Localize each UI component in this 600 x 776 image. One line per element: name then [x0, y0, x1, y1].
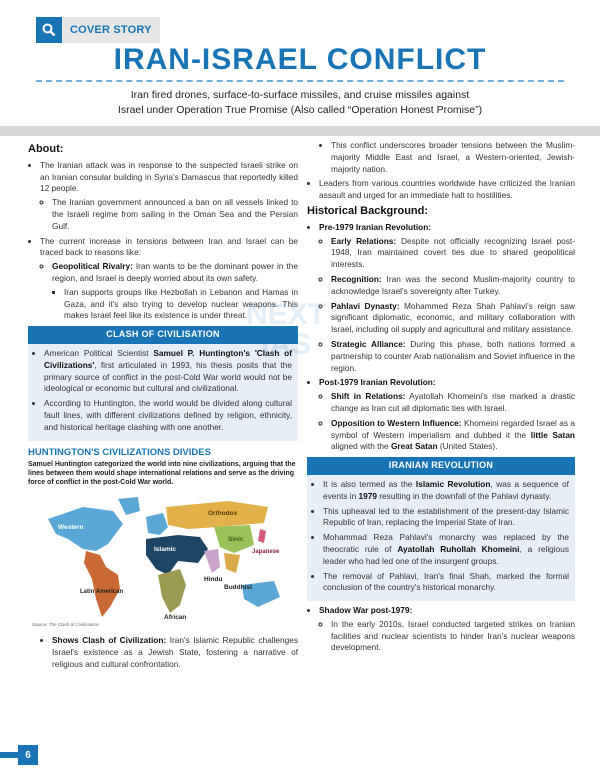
- search-icon: [36, 17, 62, 43]
- map-label: Western: [58, 524, 84, 532]
- map-label: Islamic: [154, 546, 177, 554]
- section-tag-label: COVER STORY: [62, 17, 160, 43]
- civilizations-world-map: [28, 489, 298, 629]
- subtitle: [60, 88, 540, 118]
- map-title: HUNTINGTON'S CIVILIZATIONS DIVIDES: [28, 446, 211, 458]
- map-figure: [28, 447, 298, 634]
- revolution-body: [307, 475, 575, 601]
- list-item: • Pre-1979 Iranian Revolution: ◦ Early Relations: Despite not officially recognizing Israel post-1948, Iran maintained covert ties due to shared geopolitical interests. ◦ Recognition: Iran was the second Muslim-majority country to acknowledge Israel's sovereignty after Turkey. ◦ Pahlavi Dynasty: Mohammed Reza Shah Pahlavi's reign saw significant diplomatic, economic, and military collaboration with Israel, including oil supply and agricultural and military assistance. ◦ Strategic Alliance: During this phase, both nations formed a partnership to counter Arab nationalism and Soviet influence in the region.: [319, 222, 575, 375]
- list-item: ◦ The Iranian government announced a ban on all vessels linked to the Israeli regime from sailing in the Oman Sea and the Persian Gulf.: [52, 197, 298, 232]
- list-item: • Leaders from various countries worldwide have criticized the Iranian assault and urged for an immediate halt to hostilities.: [319, 178, 575, 202]
- map-label: Hindu: [204, 576, 223, 584]
- historical-heading: Historical Background:: [307, 204, 429, 217]
- list-item: ◦ Shift in Relations: Ayatollah Khomeini's rise marked a drastic change as Iran cut all diplomatic ties with Israel.: [331, 391, 575, 415]
- map-label: Buddhist: [224, 584, 253, 592]
- left-column: [28, 140, 298, 674]
- list-item: ▪ Iran supports groups like Hezbollah in Lebanon and Hamas in Gaza, and it's also trying to develop nuclear weapons. This makes Israel feel like its existence is under threat.: [64, 287, 298, 322]
- right-column: [307, 140, 575, 657]
- subtitle-line-2: Israel under Operation True Promise (Also called “Operation Honest Promise”): [117, 104, 483, 116]
- map-label: Latin American: [80, 589, 124, 596]
- list-item: • The current increase in tensions between Iran and Israel can be traced back to reasons like: ◦ Geopolitical Rivalry: Iran wants to be the dominant power in the region, and Israel is deeply worried about its own safety. ▪ Iran supports groups like Hezbollah in Lebanon and Hamas in Gaza, and it's also trying to develop nuclear weapons. This makes Israel feel like its existence is under threat.: [40, 236, 298, 323]
- list-item: • This upheaval led to the establishment of the present-day Islamic Republic of Iran, replacing the Imperial State of Iran.: [323, 506, 569, 530]
- revolution-heading: IRANIAN REVOLUTION: [307, 457, 575, 475]
- map-label: Orthodox: [208, 510, 238, 518]
- list-item: ◦ Strategic Alliance: During this phase, both nations formed a partnership to counter Arab nationalism and Soviet influence in the region.: [331, 339, 575, 374]
- map-label: Japanese: [252, 549, 280, 556]
- about-heading: About:: [28, 143, 64, 155]
- list-item: ◦ Pahlavi Dynasty: Mohammed Reza Shah Pahlavi's reign saw significant diplomatic, economic, and military collaboration with Israel, including oil supply and agricultural and military assistance.: [331, 301, 575, 336]
- list-item: • Mohammad Reza Pahlavi's monarchy was replaced by the theocratic rule of Ayatollah Ruhollah Khomeini, a religious leader who had led one of the insurgent groups.: [323, 532, 569, 567]
- page-number-bar: [0, 752, 18, 758]
- revolution-box: [307, 457, 575, 601]
- list-item: • It is also termed as the Islamic Revolution, was a sequence of events in 1979 resulting in the downfall of the Pahlavi dynasty.: [323, 479, 569, 503]
- list-item: • American Political Scientist Samuel P. Huntington's 'Clash of Civilizations', first articulated in 1993, his thesis posits that the primary source of conflict in the post-Cold War world would not be ideological or economic but cultural and civilizational.: [44, 348, 292, 395]
- list-item: • The removal of Pahlavi, Iran's final Shah, marked the formal conclusion of the country's historical monarchy.: [323, 571, 569, 595]
- title-divider: [36, 80, 564, 82]
- watermark: NEXT IAS: [246, 298, 327, 361]
- header-band: [0, 126, 600, 136]
- page-title: IRAN-ISRAEL CONFLICT: [113, 43, 487, 76]
- map-label: Sinic: [228, 536, 244, 544]
- civilisation-heading: CLASH OF CIVILISATION: [28, 326, 298, 344]
- page-number: 6: [18, 745, 38, 765]
- list-item: ◦ Geopolitical Rivalry: Iran wants to be the dominant power in the region, and Israel is deeply worried about its own safety. ▪ Iran supports groups like Hezbollah in Lebanon and Hamas in Gaza, and it's also trying to develop nuclear weapons. This makes Israel feel like its existence is under threat.: [52, 261, 298, 322]
- list-item: ◦ Opposition to Western Influence: Khomeini regarded Israel as a symbol of Western imperialism and dubbed it the little Satan aligned with the Great Satan (United States).: [331, 418, 575, 453]
- section-tag: [36, 17, 160, 43]
- map-label: African: [164, 614, 187, 622]
- list-item: • According to Huntington, the world would be divided along cultural fault lines, with different civilizations defined by religion, ethnicity, and historical heritage clashing with one another.: [44, 398, 292, 433]
- list-item: ◦ In the early 2010s, Israel conducted targeted strikes on Iranian facilities and nuclear scientists to hinder Iran's nuclear weapons development.: [331, 619, 575, 654]
- list-item: ◦ Early Relations: Despite not officially recognizing Israel post-1948, Iran maintained covert ties due to shared geopolitical interests.: [331, 236, 575, 271]
- list-item: • Post-1979 Iranian Revolution: ◦ Shift in Relations: Ayatollah Khomeini's rise marked a drastic change as Iran cut all diplomatic ties with Israel. ◦ Opposition to Western Influence: Khomeini regarded Israel as a symbol of Western imperialism and dubbed it the little Satan aligned with the Great Satan (United States).: [319, 377, 575, 453]
- list-item: • This conflict underscores broader tensions between the Muslim-majority Middle East and Israel, a Western-oriented, Jewish-majority nation.: [331, 140, 575, 175]
- subtitle-line-1: Iran fired drones, surface-to-surface missiles, and cruise missiles against: [130, 89, 470, 101]
- list-item: ◦ Recognition: Iran was the second Muslim-majority country to acknowledge Israel's sovereignty after Turkey.: [331, 274, 575, 298]
- map-source: Source: The Clash of Civilizations: [32, 622, 100, 628]
- list-item: • The Iranian attack was in response to the suspected Israeli strike on an Iranian consular building in Syria's Damascus that reportedly killed 12 people. ◦ The Iranian government announced a ban on all vessels linked to the Israeli regime from sailing in the Oman Sea and the Persian Gulf.: [40, 160, 298, 233]
- list-item: • Shadow War post-1979: ◦ In the early 2010s, Israel conducted targeted strikes on Iranian facilities and nuclear scientists to hinder Iran's nuclear weapons development.: [319, 605, 575, 654]
- map-description: Samuel Huntington categorized the world into nine civilizations, arguing that the lines between them would shape international relations and serve as the driving force of conflict in the post-Cold War world.: [28, 461, 296, 487]
- list-item: • Shows Clash of Civilization: Iran's Islamic Republic challenges Israel's existence as a Jewish State, fostering a narrative of religious and cultural confrontation.: [52, 635, 298, 670]
